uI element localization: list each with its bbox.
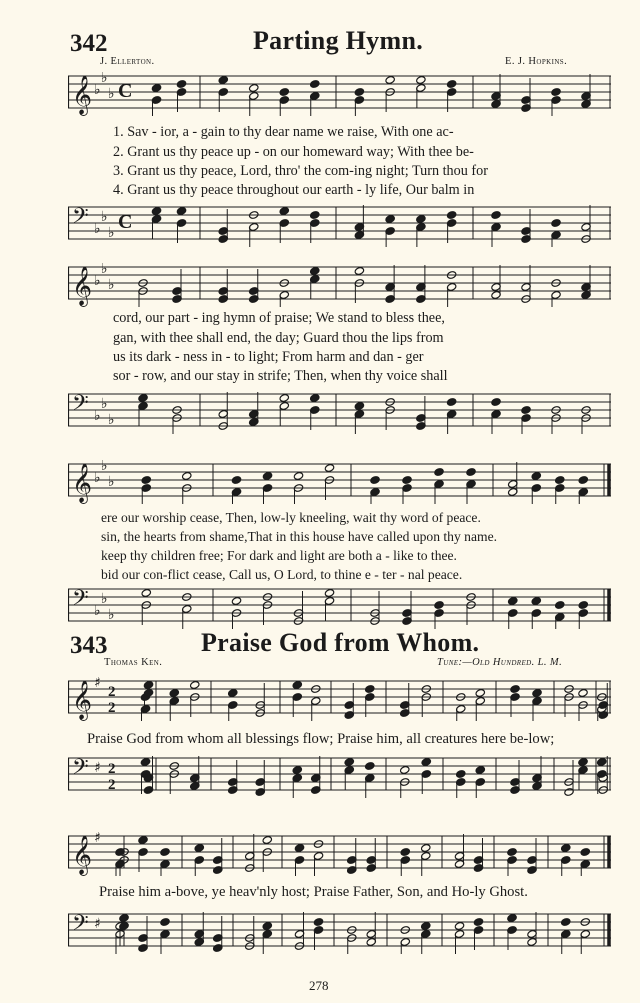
svg-text:♭: ♭ [94,273,101,289]
verse-line: keep thy children free; For dark and light are both a - like to thee. [101,548,457,563]
treble-staff [68,263,611,306]
verse-line: ere our worship cease, Then, low-ly kneeling, wait thy word of peace. [101,510,481,525]
treble-clef-icon: 𝄞 [72,266,93,306]
bass-staff [68,203,611,243]
bass-clef-icon: 𝄢 [72,911,89,941]
svg-text:2: 2 [108,684,116,700]
svg-text:♭: ♭ [108,607,115,623]
bass-staff [68,910,611,950]
tune-credit: Tune:—Old Hundred. L. M. [437,657,563,668]
verse-line: cord, our part - ing hymn of praise; We stand to bless thee, [113,310,445,326]
svg-text:♭: ♭ [101,72,108,86]
verse-line: 4. Grant us thy peace throughout our earth - ly life, Our balm in [113,182,475,198]
svg-text:C: C [118,211,133,233]
svg-text:♭: ♭ [94,221,101,237]
svg-text:♭: ♭ [101,460,108,474]
verse-line: 1. Sav - ior, a - gain to thy dear name we raise, With one ac- [113,124,454,140]
svg-text:♭: ♭ [101,396,108,412]
treble-staff [68,832,611,875]
svg-text:♭: ♭ [94,603,101,619]
hymn-number: 343 [70,632,108,659]
verse-line: bid our con-flict cease, Call us, O Lord, to thine e - ter - nal peace. [101,567,463,582]
svg-text:♯: ♯ [94,677,101,691]
svg-text:2: 2 [108,761,116,777]
svg-text:♭: ♭ [94,470,101,486]
svg-text:♭: ♭ [108,86,115,102]
bass-staff [68,585,611,625]
treble-staff [68,677,611,720]
svg-text:♭: ♭ [108,474,115,490]
author-credit: Thomas Ken. [104,657,163,668]
verse-line: Praise him a-bove, ye heav'nly host; Praise Father, Son, and Ho-ly Ghost. [99,884,528,900]
bass-staff [68,390,611,430]
verse-line: us its dark - ness in - to light; From harm and dan - ger [113,349,424,365]
svg-text:C: C [118,80,133,102]
svg-text:♭: ♭ [94,408,101,424]
bass-staff [68,754,611,794]
verse-line: sor - row, and our stay in strife; Then, when thy voice shall [113,368,448,384]
svg-text:♯: ♯ [94,832,101,846]
treble-clef-icon: 𝄞 [72,463,93,503]
treble-clef-icon: 𝄞 [72,835,93,875]
svg-text:♭: ♭ [108,277,115,293]
verse-line: sin, the hearts from shame,That in this house have called upon thy name. [101,529,498,544]
treble-clef-icon: 𝄞 [72,680,93,720]
treble-staff [68,460,611,503]
hymn-title: Praise God from Whom. [201,628,480,657]
svg-text:2: 2 [108,700,116,716]
treble-clef-icon: 𝄞 [72,75,93,115]
svg-text:♭: ♭ [101,263,108,277]
verse-line: 3. Grant us thy peace, Lord, thro' the com-ing night; Turn thou for [113,163,488,179]
svg-text:♭: ♭ [101,209,108,225]
bass-clef-icon: 𝄢 [72,391,89,421]
svg-text:♭: ♭ [94,82,101,98]
bass-clef-icon: 𝄢 [72,755,89,785]
bass-clef-icon: 𝄢 [72,204,89,234]
hymn-number: 342 [70,30,108,57]
svg-text:♯: ♯ [94,760,101,776]
treble-staff [68,72,611,115]
svg-text:♭: ♭ [108,225,115,241]
bass-clef-icon: 𝄢 [72,586,89,616]
svg-text:2: 2 [108,777,116,793]
svg-text:♭: ♭ [108,412,115,428]
svg-text:♯: ♯ [94,916,101,932]
svg-text:♭: ♭ [101,591,108,607]
composer-credit: E. J. Hopkins. [505,56,568,67]
hymn-title: Parting Hymn. [253,26,424,55]
verse-line: 2. Grant us thy peace up - on our homeward way; With thee be- [113,144,474,160]
verse-line: gan, with thee shall end, the day; Guard thou the lips from [113,330,444,346]
verse-line: Praise God from whom all blessings flow; Praise him, all creatures here be-low; [87,731,555,747]
author-credit: J. Ellerton. [100,56,155,67]
page-number: 278 [309,978,329,993]
